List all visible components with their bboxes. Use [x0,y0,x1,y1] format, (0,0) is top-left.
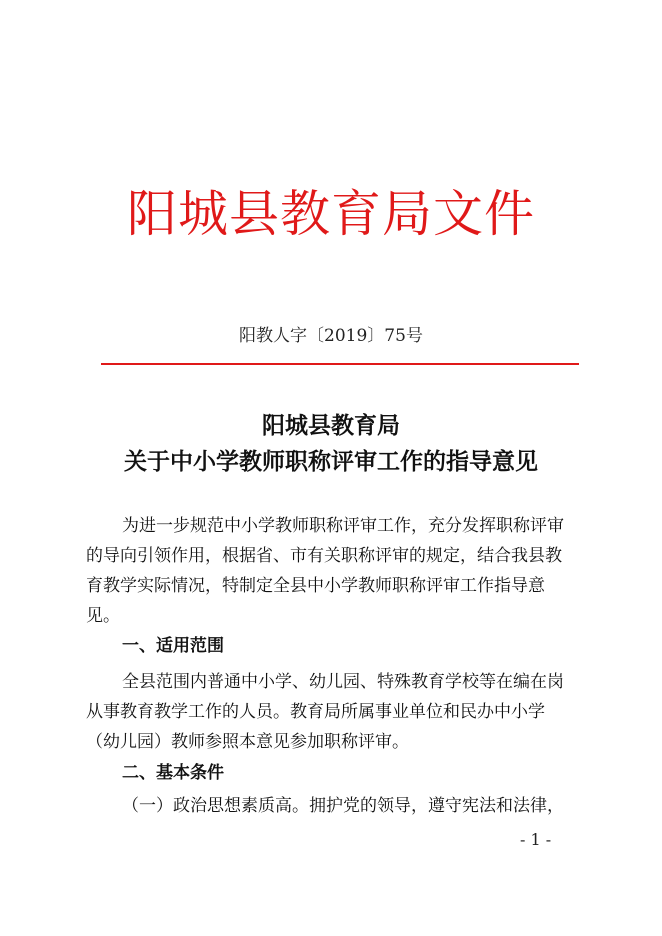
intro-line: 见。 [86,606,120,626]
page-number: - 1 - [520,830,552,849]
document-title-line-1: 阳城县教育局 [262,412,400,439]
intro-line: 育教学实际情况，特制定全县中小学教师职称评审工作指导意 [86,576,545,596]
section-line: 从事教育教学工作的人员。教育局所属事业单位和民办中小学 [86,702,545,722]
intro-line: 为进一步规范中小学教师职称评审工作，充分发挥职称评审 [122,516,564,536]
red-divider-line [101,363,579,365]
section-heading-scope: 一、适用范围 [122,636,224,656]
section-heading-basic-conditions: 二、基本条件 [122,763,224,783]
section-line: （幼儿园）教师参照本意见参加职称评审。 [86,732,409,752]
document-number: 阳教人字〔2019〕75号 [239,326,423,346]
intro-line: 的导向引领作用，根据省、市有关职称评审的规定，结合我县教 [86,546,562,566]
document-header-title: 阳城县教育局文件 [127,185,535,243]
section-line: 全县范围内普通中小学、幼儿园、特殊教育学校等在编在岗 [122,672,564,692]
section-line: （一）政治思想素质高。拥护党的领导，遵守宪法和法律， [122,796,564,816]
document-title-line-2: 关于中小学教师职称评审工作的指导意见 [124,448,538,475]
